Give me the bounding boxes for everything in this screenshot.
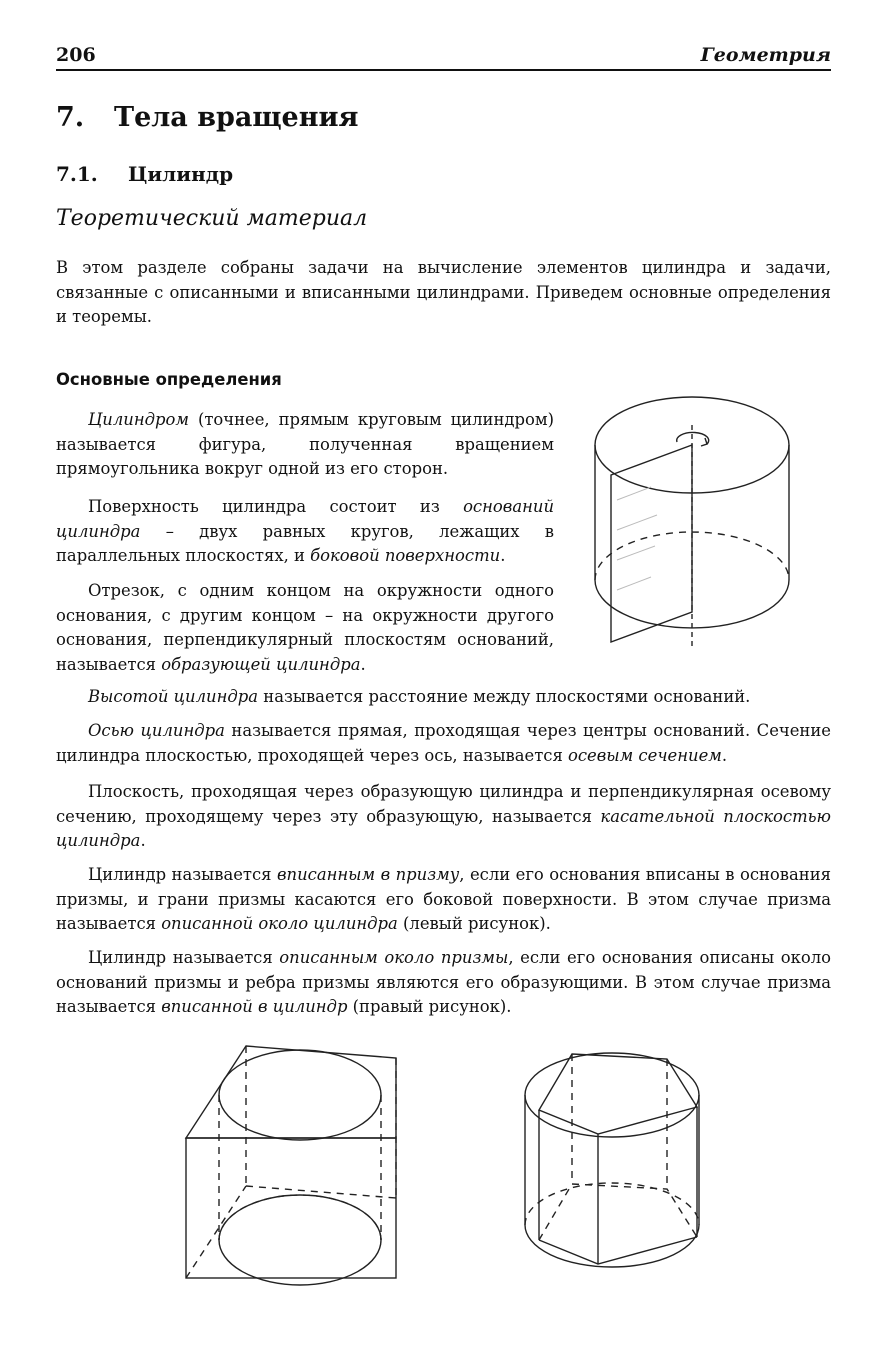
section-title: Цилиндр — [128, 162, 234, 186]
generatrix-text-b: . — [360, 654, 366, 674]
header-rule — [56, 69, 831, 71]
inscribed-text-b: , если его основания вписаны в основания призмы, и грани призмы касаются его боковой поверхности. В этом случае призма называется — [56, 865, 831, 933]
cylinder-bottom-back — [219, 1195, 381, 1240]
surface-text-b: – двух равных кругов, лежащих в параллельных плоскостях, и — [56, 521, 554, 565]
hatch-2 — [617, 515, 657, 530]
generatrix-text-a: Отрезок, с одним концом на окружности одного основания, с другим концом – на окружности другого основания, перпендикулярный плоскостям оснований, называется — [56, 581, 554, 674]
term-circumscribed-prism: описанной около цилиндра — [161, 914, 398, 933]
surface-text-a: Поверхность цилиндра состоит из — [88, 497, 464, 516]
prism-top-pentagon — [539, 1054, 697, 1134]
intro-paragraph: В этом разделе собраны задачи на вычисление элементов цилиндра и задачи, связанные с описанными и вписанными цилиндрами. Приведем основные определения и теоремы. — [56, 258, 831, 326]
definition-height — [56, 685, 831, 710]
circumscribed-text-c: (правый рисунок). — [347, 997, 512, 1016]
definition-tangent-plane — [56, 780, 831, 854]
section-number: 7.1. — [56, 162, 98, 186]
prism-top-face — [186, 1046, 396, 1138]
circumscribed-text-b: , если его основания описаны около оснований призмы и ребра призмы являются его образующими. В этом случае призма называется — [56, 948, 832, 1016]
definitions-heading: Основные определения — [56, 370, 282, 389]
definition-cylinder-text: (точнее, прямым круговым цилиндром) называется фигура, полученная вращением прямоугольника вокруг одной из его сторон. — [56, 410, 554, 478]
axis-text-a: называется прямая, проходящая через центры оснований. Сечение цилиндра плоскостью, проходящей через ось, называется — [56, 721, 831, 765]
hatch-4 — [617, 577, 651, 590]
chapter-title: Тела вращения — [114, 102, 359, 133]
term-height: Высотой цилиндра — [88, 687, 259, 706]
circumscribed-text-a: Цилиндр называется — [88, 948, 280, 967]
chapter-heading — [56, 102, 358, 133]
axis-text-b: . — [721, 745, 728, 765]
tangent-text-a: Плоскость, проходящая через образующую цилиндра и перпендикулярная осевому сечению, проходящему через эту образующую, называется — [56, 782, 831, 826]
cylinder-rotation-figure — [585, 390, 800, 660]
prism-front-face — [186, 1138, 396, 1278]
hatch-1 — [617, 487, 651, 500]
term-bases: оснований цилиндра — [56, 497, 554, 541]
term-axial-section: осевым сечением — [568, 745, 722, 765]
definition-surface — [56, 495, 554, 569]
chapter-number: 7. — [56, 102, 85, 133]
term-axis: Осью цилиндра — [88, 721, 225, 740]
subsection-title: Теоретический материал — [56, 206, 368, 231]
surface-text-c: . — [500, 546, 506, 565]
term-lateral-surface: боковой поверхности — [310, 546, 501, 565]
inscribed-text-c: (левый рисунок). — [397, 914, 551, 933]
term-inscribed-in-prism: вписанным в призму — [276, 865, 460, 884]
prism-in-cylinder-figure — [520, 1045, 710, 1275]
definition-generatrix — [56, 579, 554, 677]
inscribed-text-a: Цилиндр называется — [88, 865, 277, 884]
term-tangent-plane: касательной плоскостью цилиндра — [56, 806, 831, 850]
prism-bottom-back — [539, 1184, 697, 1240]
running-title: Геометрия — [700, 44, 831, 66]
prism-bottom-diagonal — [186, 1186, 246, 1278]
section-heading — [56, 162, 233, 186]
term-circumscribed-about-prism: описанным около призмы — [279, 948, 509, 967]
hatch-3 — [617, 546, 655, 560]
cylinder-in-prism-figure — [180, 1040, 400, 1285]
height-text: называется расстояние между плоскостями оснований. — [258, 687, 751, 706]
cylinder-top-base — [525, 1053, 699, 1137]
rotating-rectangle — [611, 445, 692, 642]
page-number: 206 — [56, 44, 96, 66]
definition-cylinder — [56, 408, 554, 482]
term-generatrix: образующей цилиндра — [161, 654, 361, 674]
definition-inscribed — [56, 863, 831, 937]
term-inscribed-prism: вписанной в цилиндр — [161, 997, 348, 1016]
cylinder-top-base — [219, 1050, 381, 1140]
term-cylinder: Цилиндром — [88, 410, 189, 429]
definition-circumscribed — [56, 946, 831, 1020]
rotation-arrowhead-icon — [701, 438, 707, 446]
cylinder-bottom-back — [525, 1183, 699, 1225]
definition-axis — [56, 719, 831, 768]
tangent-text-b: . — [140, 831, 146, 850]
